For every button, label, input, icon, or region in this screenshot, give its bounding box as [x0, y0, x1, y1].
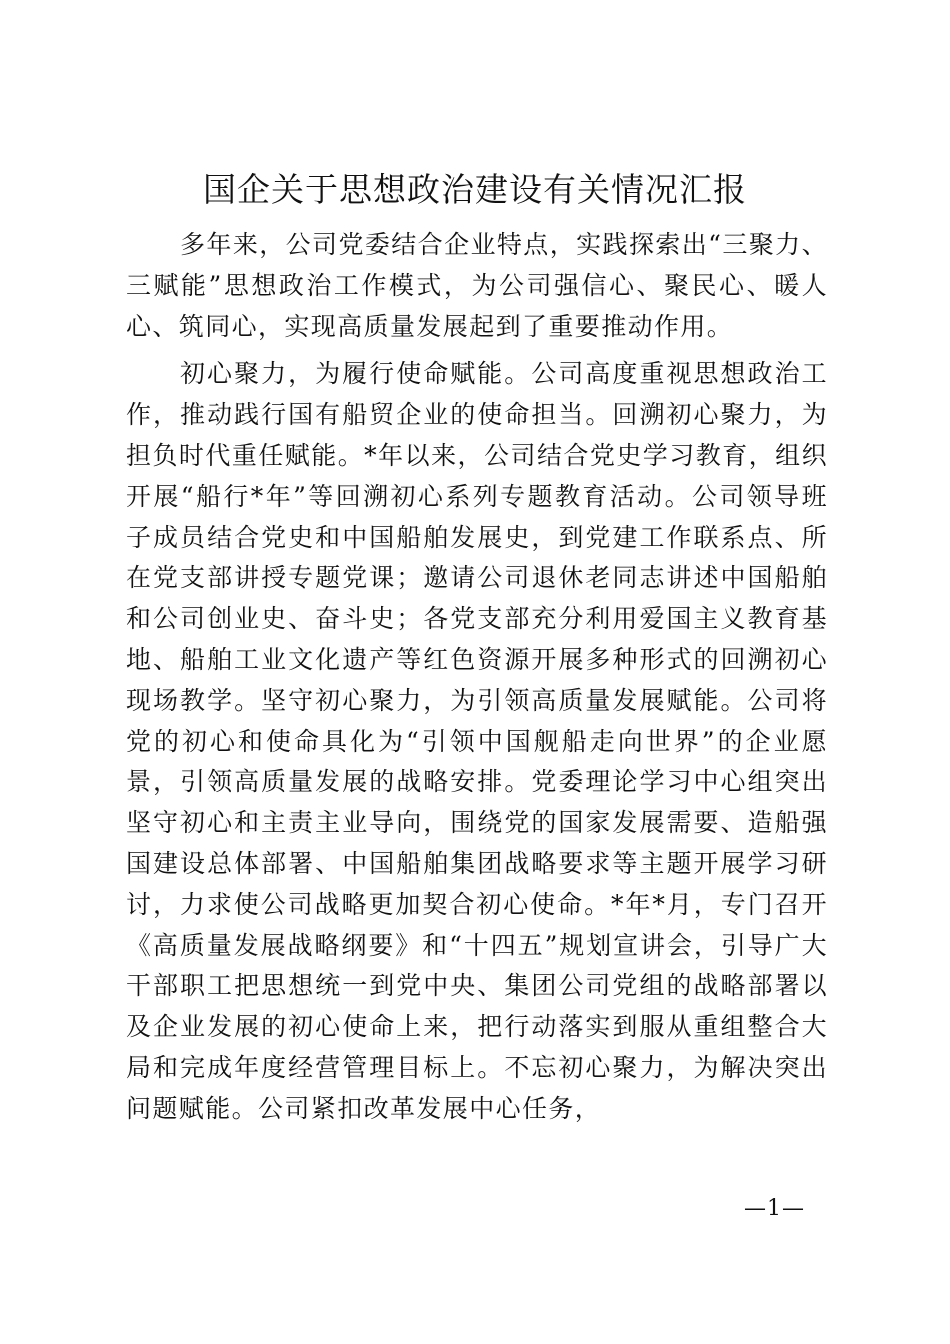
document-title: 国企关于思想政治建设有关情况汇报: [203, 170, 747, 209]
page-number: —1—: [744, 1196, 805, 1221]
document-body: [126, 225, 828, 1130]
paragraph-intro: 多年来，公司党委结合企业特点，实践探索出“三聚力、三赋能”思想政治工作模式，为公司强信心、聚民心、暖人心、筑同心，实现高质量发展起到了重要推动作用。: [126, 230, 828, 341]
paragraph-initial-mission: 初心聚力，为履行使命赋能。公司高度重视思想政治工作，推动践行国有船贸企业的使命担当。回溯初心聚力，为担负时代重任赋能。*年以来，公司结合党史学习教育，组织开展“船行*年”等回溯初心系列专题教育活动。公司领导班子成员结合党史和中国船舶发展史，到党建工作联系点、所在党支部讲授专题党课；邀请公司退休老同志讲述中国船舶和公司创业史、奋斗史；各党支部充分利用爱国主义教育基地、船舶工业文化遗产等红色资源开展多种形式的回溯初心现场教学。坚守初心聚力，为引领高质量发展赋能。公司将党的初心和使命具化为“引领中国舰船走向世界”的企业愿景，引领高质量发展的战略安排。党委理论学习中心组突出坚守初心和主责主业导向，围绕党的国家发展需要、造船强国建设总体部署、中国船舶集团战略要求等主题开展学习研讨，力求使公司战略更加契合初心使命。*年*月，专门召开《高质量发展战略纲要》和“十四五”规划宣讲会，引导广大干部职工把思想统一到党中央、集团公司党组的战略部署以及企业发展的初心使命上来，把行动落实到服从重组整合大局和完成年度经营管理目标上。不忘初心聚力，为解决突出问题赋能。公司紧扣改革发展中心任务，: [126, 359, 828, 1123]
